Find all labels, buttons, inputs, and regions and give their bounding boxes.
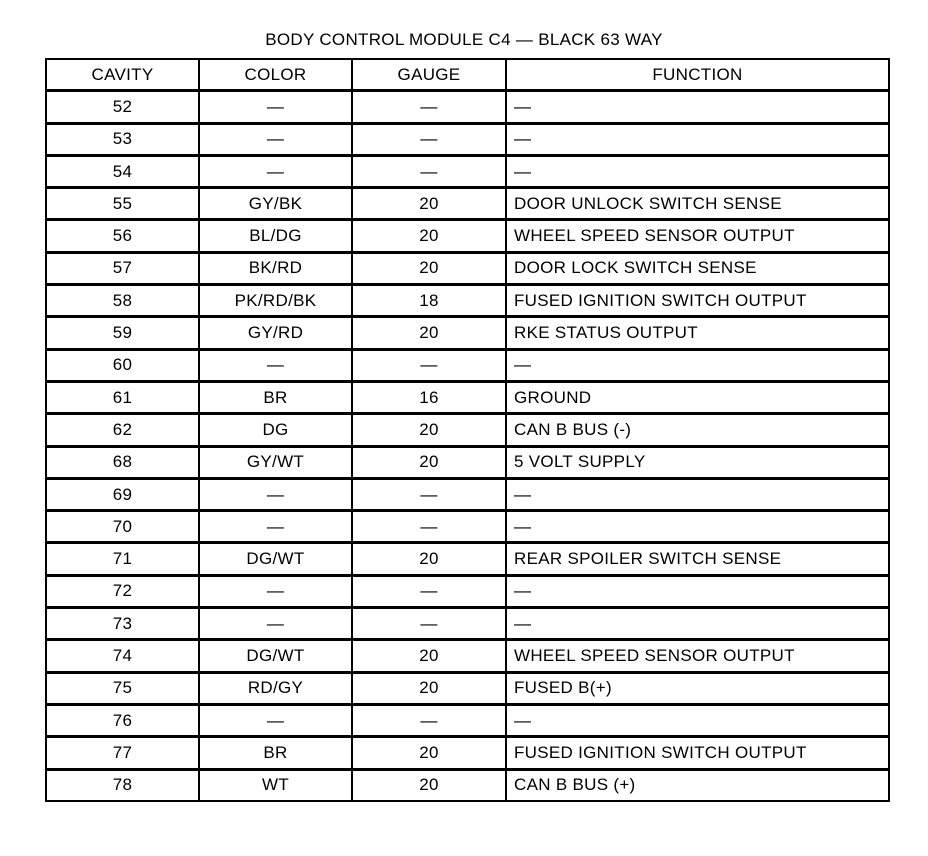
cell-cavity: 58 bbox=[46, 285, 199, 317]
cell-gauge: 20 bbox=[352, 317, 506, 349]
table-row bbox=[46, 478, 889, 510]
cell-gauge: 20 bbox=[352, 543, 506, 575]
cell-function: REAR SPOILER SWITCH SENSE bbox=[506, 543, 889, 575]
cell-gauge: 16 bbox=[352, 381, 506, 413]
cell-cavity: 75 bbox=[46, 672, 199, 704]
cell-color: DG/WT bbox=[199, 543, 352, 575]
cell-cavity: 74 bbox=[46, 640, 199, 672]
cell-color: — bbox=[199, 575, 352, 607]
table-row bbox=[46, 575, 889, 607]
cell-gauge: 20 bbox=[352, 672, 506, 704]
cell-gauge: 20 bbox=[352, 769, 506, 801]
cell-gauge: 20 bbox=[352, 188, 506, 220]
table-row bbox=[46, 737, 889, 769]
table-row bbox=[46, 704, 889, 736]
cell-cavity: 69 bbox=[46, 478, 199, 510]
cell-function: FUSED IGNITION SWITCH OUTPUT bbox=[506, 737, 889, 769]
cell-function: CAN B BUS (-) bbox=[506, 414, 889, 446]
cell-color: — bbox=[199, 704, 352, 736]
cell-function: FUSED IGNITION SWITCH OUTPUT bbox=[506, 285, 889, 317]
cell-gauge: 20 bbox=[352, 220, 506, 252]
cell-color: — bbox=[199, 155, 352, 187]
cell-color: — bbox=[199, 511, 352, 543]
cell-gauge: — bbox=[352, 478, 506, 510]
cell-color: — bbox=[199, 91, 352, 123]
column-header-function: FUNCTION bbox=[506, 59, 889, 91]
cell-color: GY/WT bbox=[199, 446, 352, 478]
cell-gauge: — bbox=[352, 155, 506, 187]
cell-color: — bbox=[199, 123, 352, 155]
table-row bbox=[46, 91, 889, 123]
connector-pinout-table bbox=[45, 58, 890, 802]
cell-color: BR bbox=[199, 381, 352, 413]
cell-function: — bbox=[506, 478, 889, 510]
table-row bbox=[46, 155, 889, 187]
table-body bbox=[46, 91, 889, 801]
page-title: BODY CONTROL MODULE C4 — BLACK 63 WAY bbox=[265, 30, 663, 49]
cell-gauge: — bbox=[352, 575, 506, 607]
column-header-gauge: GAUGE bbox=[352, 59, 506, 91]
cell-function: — bbox=[506, 608, 889, 640]
cell-function: — bbox=[506, 155, 889, 187]
table-header-row bbox=[46, 59, 889, 91]
cell-function: — bbox=[506, 349, 889, 381]
cell-gauge: — bbox=[352, 511, 506, 543]
cell-cavity: 59 bbox=[46, 317, 199, 349]
cell-gauge: — bbox=[352, 704, 506, 736]
cell-color: DG/WT bbox=[199, 640, 352, 672]
cell-gauge: — bbox=[352, 123, 506, 155]
table-row bbox=[46, 414, 889, 446]
cell-function: FUSED B(+) bbox=[506, 672, 889, 704]
cell-color: DG bbox=[199, 414, 352, 446]
table-row bbox=[46, 349, 889, 381]
cell-color: BR bbox=[199, 737, 352, 769]
cell-function: 5 VOLT SUPPLY bbox=[506, 446, 889, 478]
cell-color: GY/RD bbox=[199, 317, 352, 349]
cell-cavity: 55 bbox=[46, 188, 199, 220]
table-row bbox=[46, 220, 889, 252]
cell-color: — bbox=[199, 478, 352, 510]
cell-gauge: 20 bbox=[352, 252, 506, 284]
column-header-cavity: CAVITY bbox=[46, 59, 199, 91]
table-row bbox=[46, 123, 889, 155]
table-row bbox=[46, 317, 889, 349]
cell-cavity: 71 bbox=[46, 543, 199, 575]
cell-cavity: 54 bbox=[46, 155, 199, 187]
cell-color: BK/RD bbox=[199, 252, 352, 284]
cell-gauge: 20 bbox=[352, 414, 506, 446]
cell-gauge: — bbox=[352, 608, 506, 640]
table-row bbox=[46, 252, 889, 284]
cell-function: — bbox=[506, 123, 889, 155]
table-row bbox=[46, 285, 889, 317]
cell-cavity: 60 bbox=[46, 349, 199, 381]
cell-gauge: 20 bbox=[352, 737, 506, 769]
cell-function: GROUND bbox=[506, 381, 889, 413]
cell-gauge: 20 bbox=[352, 640, 506, 672]
table-row bbox=[46, 511, 889, 543]
table-row bbox=[46, 608, 889, 640]
cell-gauge: — bbox=[352, 91, 506, 123]
cell-function: — bbox=[506, 91, 889, 123]
cell-color: PK/RD/BK bbox=[199, 285, 352, 317]
cell-gauge: 20 bbox=[352, 446, 506, 478]
table-row bbox=[46, 672, 889, 704]
table-row bbox=[46, 446, 889, 478]
cell-function: RKE STATUS OUTPUT bbox=[506, 317, 889, 349]
table-row bbox=[46, 640, 889, 672]
column-header-color: COLOR bbox=[199, 59, 352, 91]
cell-cavity: 56 bbox=[46, 220, 199, 252]
cell-color: RD/GY bbox=[199, 672, 352, 704]
cell-cavity: 57 bbox=[46, 252, 199, 284]
cell-function: CAN B BUS (+) bbox=[506, 769, 889, 801]
cell-cavity: 62 bbox=[46, 414, 199, 446]
cell-cavity: 78 bbox=[46, 769, 199, 801]
cell-cavity: 77 bbox=[46, 737, 199, 769]
cell-cavity: 72 bbox=[46, 575, 199, 607]
cell-gauge: — bbox=[352, 349, 506, 381]
cell-function: WHEEL SPEED SENSOR OUTPUT bbox=[506, 640, 889, 672]
cell-cavity: 68 bbox=[46, 446, 199, 478]
cell-cavity: 53 bbox=[46, 123, 199, 155]
cell-color: WT bbox=[199, 769, 352, 801]
cell-function: DOOR LOCK SWITCH SENSE bbox=[506, 252, 889, 284]
cell-cavity: 61 bbox=[46, 381, 199, 413]
cell-color: BL/DG bbox=[199, 220, 352, 252]
cell-cavity: 76 bbox=[46, 704, 199, 736]
cell-function: — bbox=[506, 704, 889, 736]
cell-color: — bbox=[199, 349, 352, 381]
table-row bbox=[46, 543, 889, 575]
cell-cavity: 52 bbox=[46, 91, 199, 123]
cell-cavity: 73 bbox=[46, 608, 199, 640]
cell-function: — bbox=[506, 511, 889, 543]
table-row bbox=[46, 381, 889, 413]
cell-gauge: 18 bbox=[352, 285, 506, 317]
cell-function: — bbox=[506, 575, 889, 607]
table-row bbox=[46, 769, 889, 801]
cell-function: WHEEL SPEED SENSOR OUTPUT bbox=[506, 220, 889, 252]
table-row bbox=[46, 188, 889, 220]
cell-cavity: 70 bbox=[46, 511, 199, 543]
cell-color: — bbox=[199, 608, 352, 640]
cell-color: GY/BK bbox=[199, 188, 352, 220]
cell-function: DOOR UNLOCK SWITCH SENSE bbox=[506, 188, 889, 220]
